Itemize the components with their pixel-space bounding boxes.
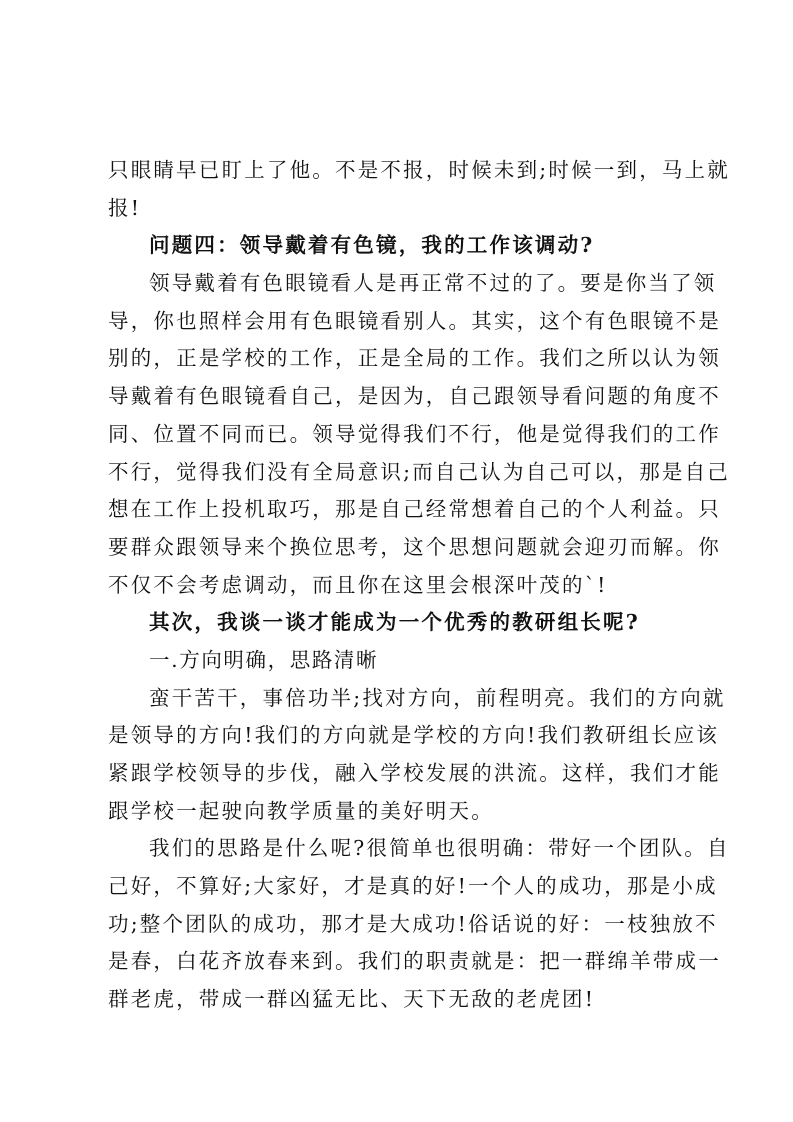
paragraph-line: 跟学校一起驶向教学质量的美好明天。: [108, 798, 494, 823]
paragraph-line: 紧跟学校领导的步伐，融入学校发展的洪流。这样，我们才能: [108, 761, 721, 785]
paragraph-line: 不仅不会考虑调动，而且你在这里会根深叶茂的`!: [108, 572, 608, 597]
paragraph-line: 是春，白花齐放春来到。我们的职责就是：把一群绵羊带成一: [108, 949, 721, 974]
paragraph-line: 领导戴着有色眼镜看人是再正常不过的了。要是你当了领: [149, 271, 717, 296]
paragraph-line: 我们的思路是什么呢?很简单也很明确：带好一个团队。自: [149, 836, 730, 861]
paragraph-line: 群老虎，带成一群凶猛无比、天下无敌的老虎团!: [108, 987, 596, 1012]
paragraph-line: 想在工作上投机取巧，那是自己经常想着自己的个人利益。只: [108, 497, 721, 522]
paragraph-continuation-line: 只眼睛早已盯上了他。不是不报，时候未到;时候一到，马上就: [108, 158, 731, 182]
paragraph-line: 别的，正是学校的工作，正是全局的工作。我们之所以认为领: [108, 346, 721, 371]
paragraph-line: 是领导的方向!我们的方向就是学校的方向!我们教研组长应该: [108, 723, 720, 748]
paragraph-line: 同、位置不同而已。领导觉得我们不行，他是觉得我们的工作: [108, 421, 721, 446]
paragraph-line: 导，你也照样会用有色眼镜看别人。其实，这个有色眼镜不是: [108, 308, 721, 333]
paragraph-line: 不行，觉得我们没有全局意识;而自己认为自己可以，那是自己: [108, 459, 731, 484]
subsection-heading-one: 一.方向明确，思路清晰: [149, 647, 379, 672]
section-heading-question-four: 问题四：领导戴着有色镜，我的工作该调动?: [149, 233, 595, 258]
paragraph-line: 导戴着有色眼镜看自己，是因为，自己跟领导看问题的角度不: [108, 384, 721, 409]
section-heading-second: 其次，我谈一谈才能成为一个优秀的教研组长呢?: [149, 610, 640, 635]
document-page: [108, 152, 731, 1019]
paragraph-continuation-line: 报!: [108, 195, 142, 220]
paragraph-line: 己好，不算好;大家好，才是真的好!一个人的成功，那是小成: [108, 874, 718, 899]
paragraph-line: 蛮干苦干，事倍功半;找对方向，前程明亮。我们的方向就: [149, 685, 726, 710]
paragraph-line: 要群众跟领导来个换位思考，这个思想问题就会迎刃而解。你: [108, 534, 721, 559]
paragraph-line: 功;整个团队的成功，那才是大成功!俗话说的好：一枝独放不: [108, 911, 718, 936]
